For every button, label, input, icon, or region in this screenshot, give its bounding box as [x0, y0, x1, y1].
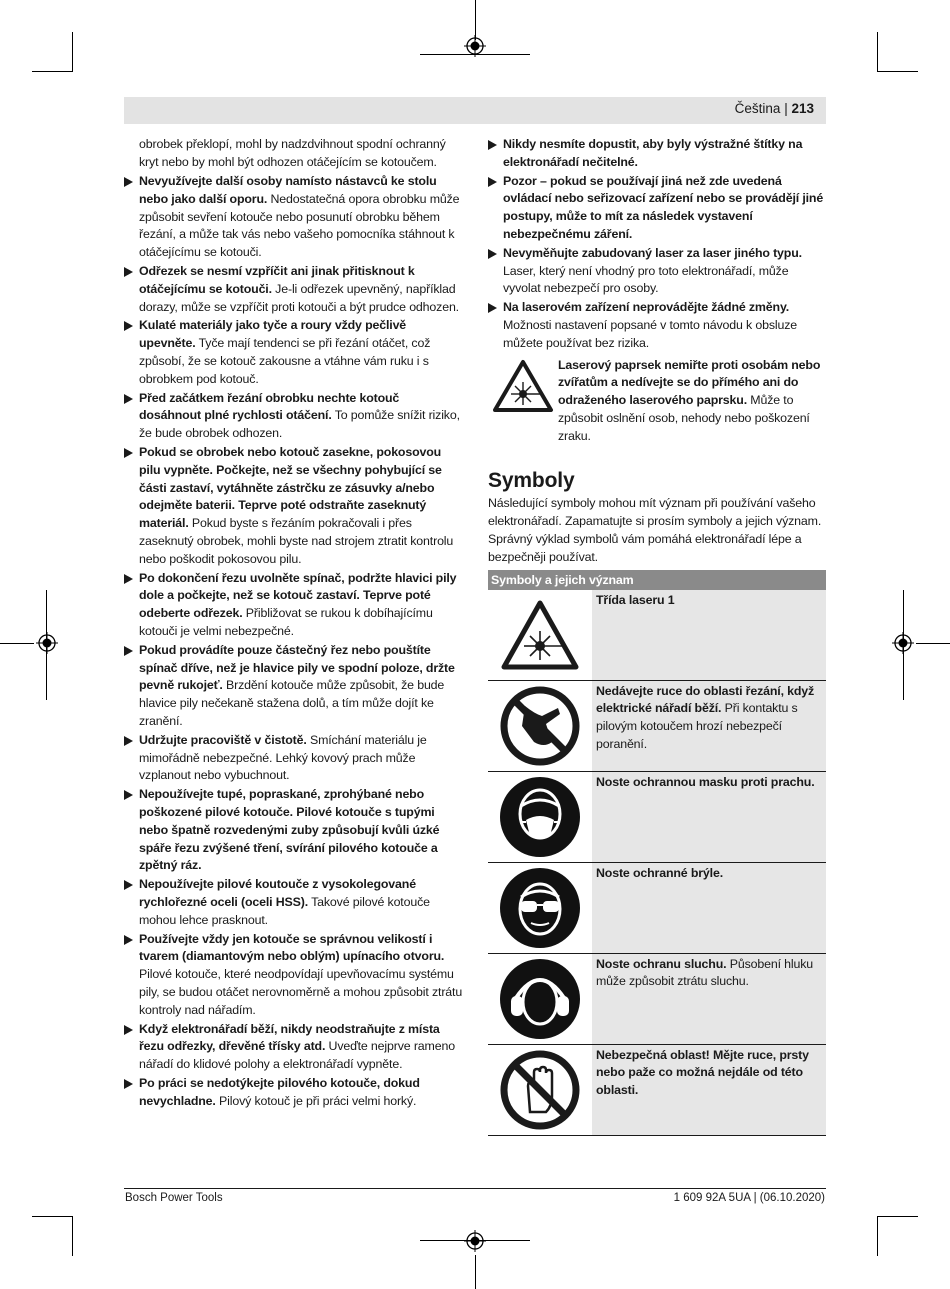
bullet-arrow-icon — [124, 574, 133, 584]
left-column — [124, 136, 464, 1112]
crop-mark — [916, 643, 950, 644]
symbol-label: Třída laseru 1 — [596, 592, 675, 607]
symbols-table — [488, 570, 826, 1136]
list-item — [124, 263, 464, 316]
table-row — [488, 954, 826, 1045]
table-cell-text — [592, 772, 826, 862]
list-item — [488, 299, 828, 352]
item-text: Je-li odřezek upevněný, například dorazy, může se vzpříčit proti kotouči a být prudce odhozen. — [139, 281, 459, 314]
item-bold-text: Kulaté materiály jako tyče a roury vždy pečlivě upevněte. — [139, 318, 407, 351]
crop-mark — [32, 1216, 72, 1217]
table-row — [488, 772, 826, 863]
safety-glasses-icon — [488, 863, 592, 953]
bullet-arrow-icon — [124, 790, 133, 800]
item-bold-text: Udržujte pracoviště v čistotě. — [139, 732, 307, 747]
table-cell-text — [592, 590, 826, 680]
symbol-label: Noste ochranné brýle. — [596, 865, 723, 880]
list-item — [124, 1021, 464, 1074]
bullet-arrow-icon — [124, 1025, 133, 1035]
table-cell-text — [592, 681, 826, 771]
section-intro: Následující symboly mohou mít význam při používání vašeho elektronářadí. Zapamatujte si prosím symboly a jejich význam. Správný výklad symbolů vám pomáhá elektronářadí lépe a bezpečněji používat. — [488, 496, 822, 564]
bullet-arrow-icon — [488, 177, 497, 187]
crop-mark — [72, 1216, 73, 1256]
section-title: Symboly — [488, 468, 575, 492]
list-item — [124, 1075, 464, 1111]
laser-warning-block — [488, 357, 828, 446]
item-text: Tyče mají tendenci se při řezání otáčet, což způsobí, že se kotouč zakousne a vtáhne vám ruku i s obrobkem pod kotouč. — [139, 336, 431, 386]
footer-divider — [124, 1188, 826, 1189]
item-text: Smíchání materiálu je mimořádně nebezpečné. Lehký kovový prach může vzplanout nebo vybuchnout. — [139, 732, 427, 783]
table-row — [488, 863, 826, 954]
item-text: Pilový kotouč je při práci velmi horký. — [215, 1093, 417, 1108]
item-bold-text: Před začátkem řezání obrobku nechte kotouč dosáhnout plné rychlosti otáčení. — [139, 390, 400, 423]
bullet-arrow-icon — [124, 1079, 133, 1089]
laser-warning-bold: Laserový paprsek nemiřte proti osobám nebo zvířatům a nedívejte se do přímého ani do odraženého laserového paprsku. — [558, 357, 821, 408]
item-text: Brzdění kotouče může způsobit, že bude hlavice pily nečekaně stažena dolů, a tím může dojít ke zranění. — [139, 678, 445, 728]
symbol-label: Noste ochranu sluchu. — [596, 956, 727, 971]
bullet-arrow-icon — [488, 303, 497, 313]
symbol-label: Nebezpečná oblast! Mějte ruce, prsty nebo paže co možná nejdále od této oblasti. — [596, 1047, 809, 1098]
crop-mark — [32, 71, 72, 72]
table-cell-text — [592, 954, 826, 1044]
list-item — [488, 245, 828, 298]
crop-mark — [877, 1216, 878, 1256]
crop-mark — [475, 0, 476, 40]
list-item — [124, 786, 464, 875]
item-bold-text: Odřezek se nesmí vzpříčit ani jinak přitisknout k otáčejícímu se kotouči. — [139, 264, 415, 296]
item-bold-text: Po dokončení řezu uvolněte spínač, podržte hlavici pily dole a počkejte, než se kotouč zastaví. Teprve poté odeberte odřezek. — [139, 570, 457, 621]
item-bold-text: Nepoužívejte tupé, popraskané, zprohýbané nebo poškozené pilové kotouče. Pilové kotouče s tupými nebo špatně rozvedenými zuby způsobují kvůli úzké spáře řezu zvýšené tření, svírání pilového kotouče a zpětný ráz. — [139, 787, 440, 873]
bullet-arrow-icon — [124, 267, 133, 277]
item-text: Pokud byste s řezáním pokračovali i přes zaseknutý obrobek, mohli byste nad strojem ztratit kontrolu nebo poškodit pokosovou pilu. — [139, 516, 454, 566]
table-cell-text — [592, 1045, 826, 1135]
bullet-arrow-icon — [488, 140, 497, 150]
crop-mark — [475, 1255, 476, 1289]
list-item — [124, 931, 464, 1020]
registration-mark-icon — [892, 632, 914, 654]
laser-warning-text: Může to způsobit oslnění osob, nehody nebo poškození zraku. — [558, 393, 810, 443]
bullet-arrow-icon — [124, 880, 133, 890]
symbol-label: Nedávejte ruce do oblasti řezání, když elektrické nářadí běží. — [596, 683, 815, 716]
crop-mark — [878, 71, 918, 72]
list-item — [124, 444, 464, 569]
item-text: Přibližovat se rukou k dobíhajícímu kotouči je velmi nebezpečné. — [139, 606, 433, 639]
footer-brand: Bosch Power Tools — [125, 1192, 223, 1204]
item-bold-text: Používejte vždy jen kotouče se správnou velikostí i tvarem (diamantovým nebo oblým) upínacího otvoru. — [139, 931, 445, 964]
list-item — [488, 136, 828, 172]
laser-warning-icon — [492, 359, 554, 413]
item-text: Pilové kotouče, které neodpovídají upevňovacímu systému pily, se budou otáčet nerovnoměrně a mohou způsobit ztrátu kontroly nad nářadím. — [139, 967, 463, 1017]
item-bold-text: Pokud provádíte pouze částečný řez nebo pouštíte spínač dříve, než je hlavice pily ve spodní poloze, držte pevně rukojeť. — [139, 642, 455, 693]
footer-doc-id: 1 609 92A 5UA | (06.10.2020) — [673, 1192, 825, 1204]
list-item — [124, 642, 464, 731]
symbol-label: Noste ochrannou masku proti prachu. — [596, 774, 815, 789]
laser-class-icon — [488, 590, 592, 680]
table-row — [488, 1045, 826, 1136]
item-bold-text: Pokud se obrobek nebo kotouč zasekne, pokosovou pilu vypněte. Počkejte, než se všechny pohybující se části zastaví, vytáhněte zástrčku ze zásuvky a/nebo odejměte baterii. Teprve poté odstraňte zaseknutý materiál. — [139, 445, 442, 531]
item-bold-text: Pozor – pokud se používají jiná než zde uvedená ovládací nebo seřizovací zařízení nebo se provádějí jiné postupy, může to mít za následek vystavení nebezpečnému záření. — [503, 173, 824, 241]
item-text: Možnosti nastavení popsané v tomto návodu k obsluze můžete používat bez rizika. — [503, 317, 798, 350]
table-row — [488, 590, 826, 681]
page-header-bar — [124, 97, 826, 124]
registration-mark-icon — [36, 632, 58, 654]
item-bold-text: Nevyužívejte další osoby namísto nástavců ke stolu nebo jako další oporu. — [139, 174, 437, 206]
bullet-arrow-icon — [488, 249, 497, 259]
bullet-arrow-icon — [124, 646, 133, 656]
list-item — [124, 876, 464, 929]
table-header: Symboly a jejich význam — [488, 570, 826, 590]
item-text: To pomůže snížit riziko, že bude obrobek odhozen. — [139, 408, 460, 441]
item-text: Nedostatečná opora obrobku může způsobit sevření kotouče nebo posunutí obrobku během řezání, a může tak vás nebo vašeho pomocníka stáhnout k otáčejícímu se kotouči. — [139, 191, 460, 260]
page-header: Čeština | 213 — [734, 101, 814, 116]
bullet-arrow-icon — [124, 736, 133, 746]
item-bold-text: Nepoužívejte pilové koutouče z vysokolegované rychlořezné oceli (oceli HSS). — [139, 877, 416, 909]
crop-mark — [878, 1216, 918, 1217]
bullet-arrow-icon — [124, 448, 133, 458]
bullet-arrow-icon — [124, 394, 133, 404]
symbol-description: Při kontaktu s pilovým kotoučem hrozí nebezpečí poranění. — [596, 701, 798, 751]
bullet-arrow-icon — [124, 321, 133, 331]
list-item — [124, 732, 464, 785]
list-item — [124, 570, 464, 641]
list-item — [124, 317, 464, 388]
table-cell-text — [592, 863, 826, 953]
crop-mark — [72, 32, 73, 72]
list-item — [488, 173, 828, 244]
intro-paragraph: obrobek překlopí, mohl by nadzdvihnout spodní ochranný kryt nebo by mohl být odhozen otáčejícím se kotoučem. — [139, 137, 446, 169]
symbol-description: Působení hluku může způsobit ztrátu sluchu. — [596, 956, 814, 989]
no-hands-icon — [488, 681, 592, 771]
page-number: 213 — [791, 101, 814, 116]
table-row — [488, 681, 826, 772]
item-bold-text: Po práci se nedotýkejte pilového kotouče, dokud nevychladne. — [139, 1075, 420, 1108]
item-text: Laser, který není vhodný pro toto elektronářadí, může vyvolat nebezpečí pro osoby. — [503, 263, 789, 296]
crop-mark — [877, 32, 878, 72]
registration-mark-icon — [464, 1230, 486, 1252]
list-item — [124, 390, 464, 443]
item-bold-text: Na laserovém zařízení neprovádějte žádné změny. — [503, 300, 790, 315]
item-bold-text: Nevyměňujte zabudovaný laser za laser jiného typu. — [503, 245, 802, 260]
header-language: Čeština — [734, 101, 781, 116]
danger-zone-icon — [488, 1045, 592, 1135]
bullet-arrow-icon — [124, 935, 133, 945]
bullet-arrow-icon — [124, 177, 133, 187]
item-bold-text: Když elektronářadí běží, nikdy neodstraňujte z místa řezu odřezky, dřevěné třísky atd. — [139, 1021, 440, 1054]
crop-mark — [0, 643, 34, 644]
item-text: Takové pilové kotouče mohou lehce prasknout. — [139, 894, 430, 927]
list-item — [124, 173, 464, 262]
item-text: Uveďte nejprve rameno nářadí do klidové polohy a elektronářadí vypněte. — [139, 1039, 455, 1072]
dust-mask-icon — [488, 772, 592, 862]
item-bold-text: Nikdy nesmíte dopustit, aby byly výstražné štítky na elektronářadí nečitelné. — [503, 137, 803, 169]
registration-mark-icon — [464, 35, 486, 57]
ear-protection-icon — [488, 954, 592, 1044]
right-column — [488, 136, 828, 1136]
